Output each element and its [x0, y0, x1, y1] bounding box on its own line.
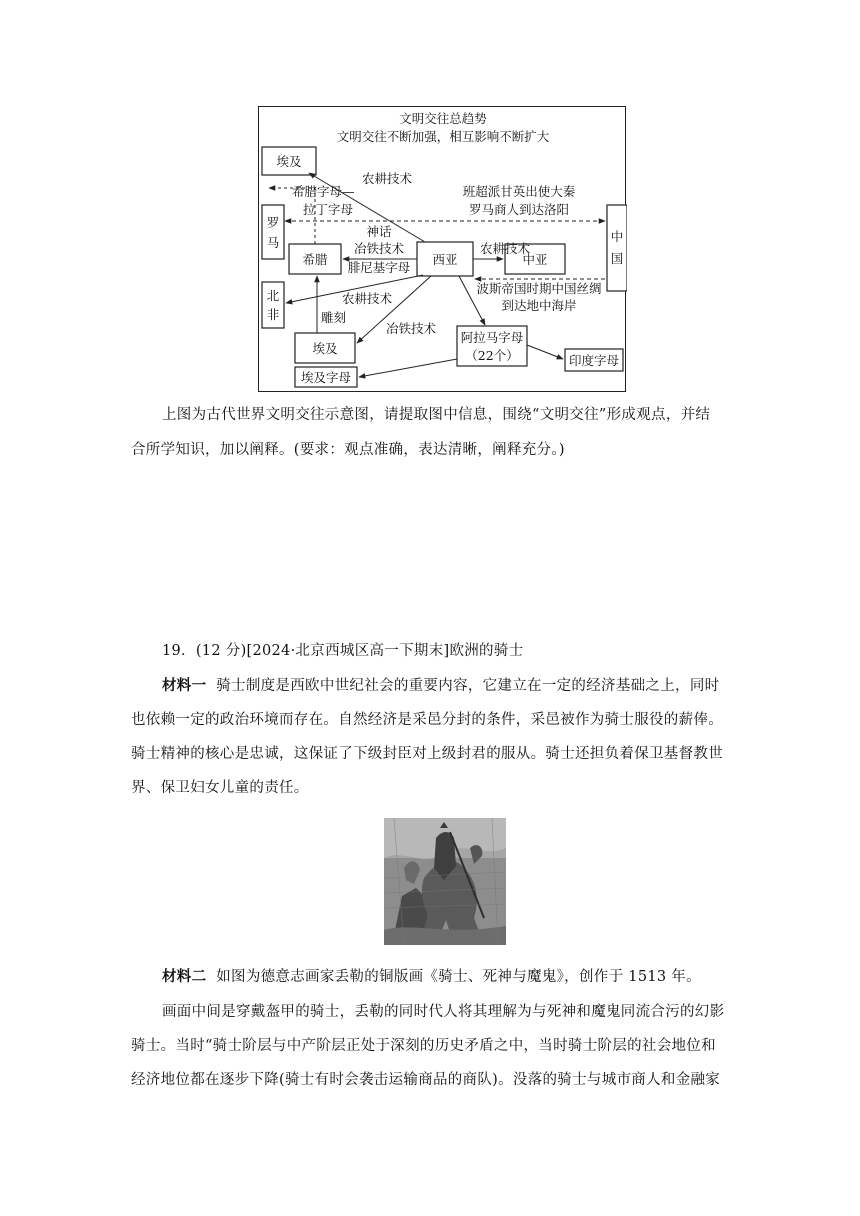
material-1-line-1	[162, 676, 719, 696]
label-sculpture: 雕刻	[321, 310, 347, 325]
label-persian-silk-2: 到达地中海岸	[501, 298, 577, 313]
label-iron-egypt: 冶铁技术	[385, 321, 437, 336]
paragraph-line-3: 经济地位都在逐步下降(骑士有时会袭击运输商品的商队)。没落的骑士与城市商人和金融家	[131, 1072, 721, 1088]
node-china-1: 中	[610, 229, 624, 244]
node-aramaic-1: 阿拉马字母	[460, 330, 524, 345]
label-myths: 神话	[366, 224, 392, 239]
label-farming-centralasia: 农耕技术	[479, 241, 531, 256]
label-iron-greece: 冶铁技术	[353, 241, 405, 256]
node-rome-1: 罗	[266, 215, 280, 230]
node-egypt-bottom: 埃及	[312, 341, 338, 356]
material-1-line-3: 骑士精神的核心是忠诚，这保证了下级封臣对上级封君的服从。骑士还担负着保卫基督教世	[131, 746, 723, 762]
node-indian-letters: 印度字母	[568, 353, 620, 368]
material-1-line-4: 界、保卫妇女儿童的责任。	[131, 780, 309, 796]
knight-death-devil-engraving	[384, 818, 506, 945]
node-aramaic-2: （22个）	[465, 348, 519, 363]
material-2-line-1	[162, 967, 701, 987]
node-egypt-letters: 埃及字母	[300, 370, 352, 385]
node-china-2: 国	[610, 251, 624, 266]
node-north-africa-1: 北	[266, 288, 280, 303]
paragraph-line-2: 骑士。当时“骑士阶层与中产阶层正处于深刻的历史矛盾之中，当时骑士阶层的社会地位和	[131, 1038, 716, 1054]
diagram-svg	[259, 107, 627, 393]
diagram-title: 文明交往总趋势	[399, 111, 487, 126]
material-1-label: 材料一	[162, 677, 207, 694]
label-persian-silk-1: 波斯帝国时期中国丝绸	[476, 281, 602, 296]
label-roman-merchants: 罗马商人到达洛阳	[468, 202, 570, 217]
material-1-text-1: 骑士制度是西欧中世纪社会的重要内容，它建立在一定的经济基础之上，同时	[216, 678, 720, 694]
material-1-line-2: 也依赖一定的政治环境而存在。自然经济是采邑分封的条件，采邑被作为骑士服役的薪俸。	[131, 712, 723, 728]
node-china-box	[607, 205, 627, 291]
question-line-2: 合所学知识，加以阐释。(要求：观点准确，表达清晰，阐释充分。)	[131, 442, 565, 458]
node-rome-2: 马	[266, 235, 280, 250]
node-egypt-top: 埃及	[276, 154, 302, 169]
diagram-subtitle: 文明交往不断加强，相互影响不断扩大	[336, 129, 550, 144]
node-greece: 希腊	[302, 252, 328, 267]
material-2-text-1: 如图为德意志画家丢勒的铜版画《骑士、死神与魔鬼》，创作于 1513 年。	[216, 969, 701, 985]
node-north-africa-2: 非	[266, 307, 280, 322]
label-greek-latin-2: 拉丁字母	[303, 202, 354, 217]
material-2-label: 材料二	[162, 968, 207, 985]
arrow-aramaic-to-indian	[527, 345, 563, 359]
civilization-exchange-diagram	[258, 106, 626, 392]
question-line-1: 上图为古代世界文明交往示意图，请提取图中信息，围绕“文明交往”形成观点，并结	[162, 407, 711, 423]
node-central-asia: 中亚	[522, 252, 548, 267]
node-rome-box	[262, 205, 284, 259]
label-phoenician: 腓尼基字母	[347, 260, 411, 275]
arrow-aramaic-to-egyptletters	[359, 359, 457, 377]
question-19-heading: 19．(12 分)[2024·北京西城区高一下期末]欧洲的骑士	[162, 643, 524, 659]
paragraph-line-1: 画面中间是穿戴盔甲的骑士，丢勒的同时代人将其理解为与死神和魔鬼同流合污的幻影	[162, 1004, 725, 1020]
label-banchao: 班超派甘英出使大秦	[462, 184, 576, 199]
label-farming-egypt: 农耕技术	[361, 171, 413, 186]
label-farming-northafrica: 农耕技术	[341, 291, 393, 306]
node-west-asia: 西亚	[432, 252, 458, 267]
label-greek-latin-1: 希腊字母—	[292, 184, 355, 199]
